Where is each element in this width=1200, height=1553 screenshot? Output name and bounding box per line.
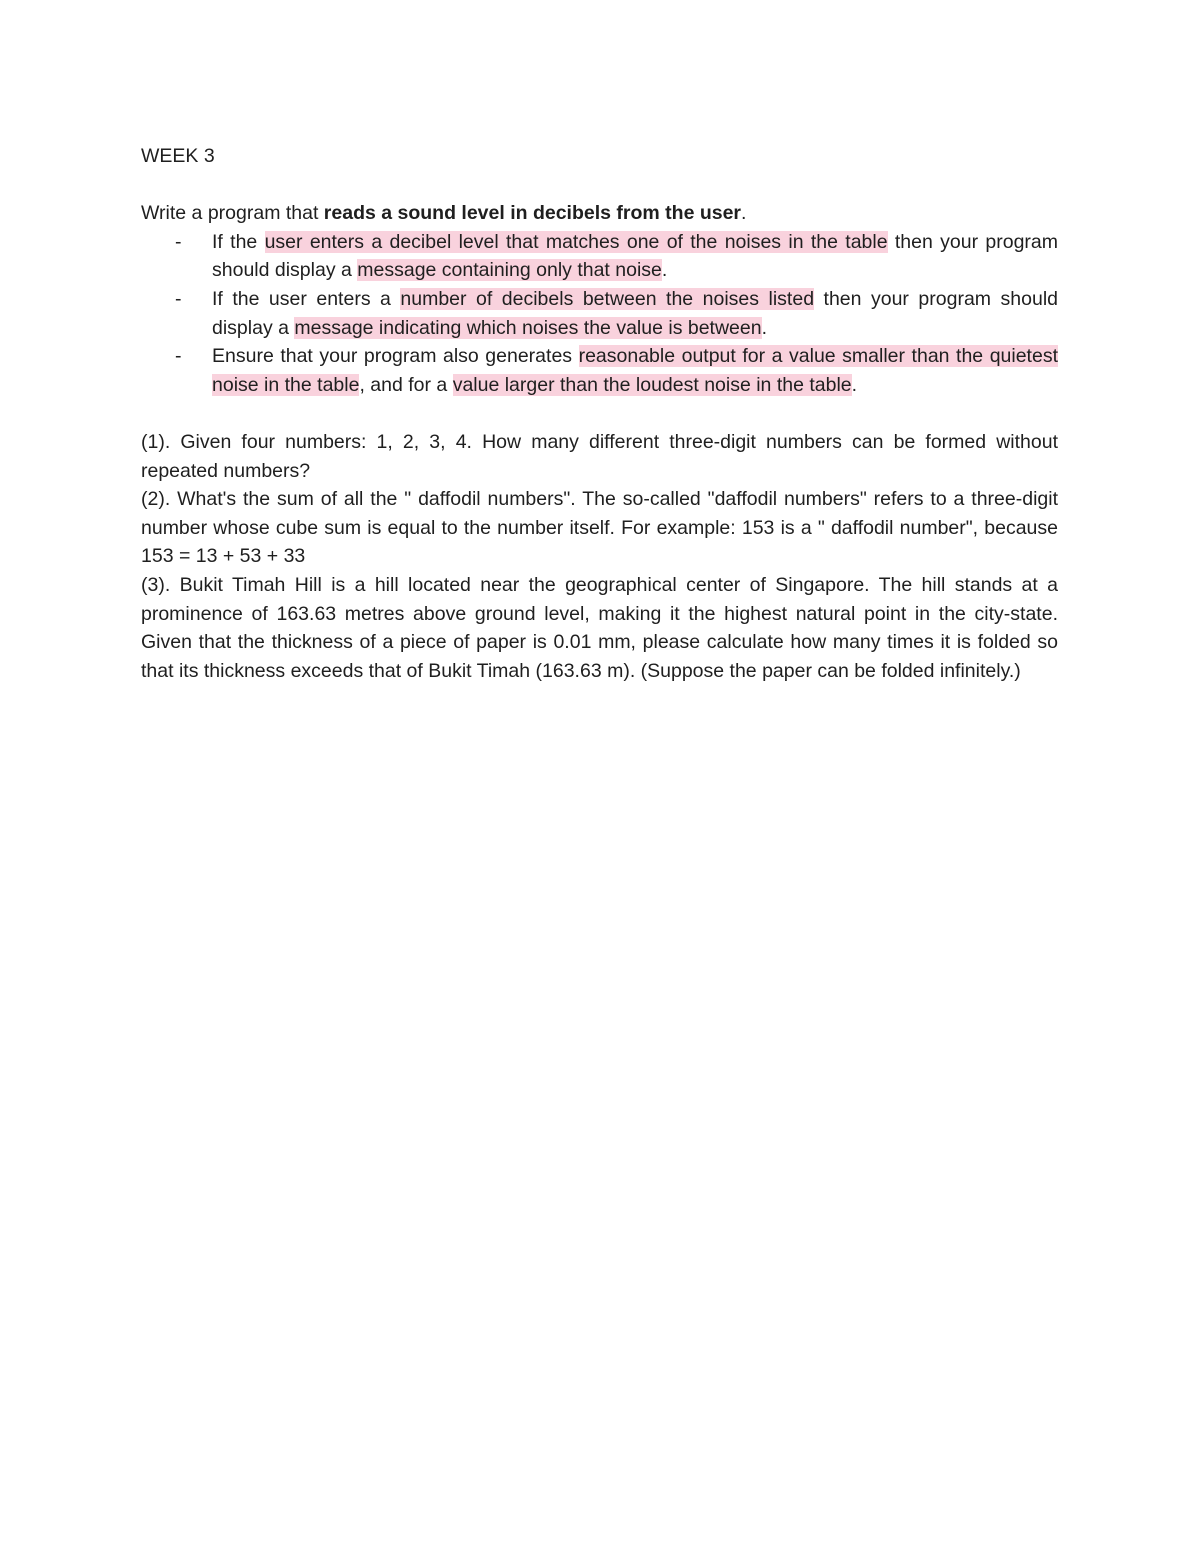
requirement-text: . xyxy=(851,373,858,396)
requirement-item xyxy=(175,228,1058,285)
question-3: (3). Bukit Timah Hill is a hill located near the geographical center of Singapore. The hill stands at a prominence of 163.63 metres above ground level, making it the highest natural point in the city-state. Given that the thickness of a piece of paper is 0.01 mm, please calculate how many times it is folded so that its thickness exceeds that of Bukit Timah (163.63 m). (Suppose the paper can be folded infinitely.) xyxy=(141,573,1058,682)
intro-suffix: . xyxy=(741,202,747,225)
requirement-text: Ensure that your program also generates xyxy=(212,345,579,368)
requirements-list xyxy=(141,228,1058,400)
highlighted-text: number of decibels between the noises listed xyxy=(400,287,815,310)
highlighted-text: message indicating which noises the value is between xyxy=(294,316,762,339)
dash-bullet: - xyxy=(175,287,182,310)
question-2: (2). What's the sum of all the " daffodil numbers". The so-called "daffodil numbers" refers to a three-digit number whose cube sum is equal to the number itself. For example: 153 is a " daffodil number", because 153 = 13 + 53 + 33 xyxy=(141,488,1058,568)
intro-prefix: Write a program that xyxy=(141,202,324,225)
question-1: (1). Given four numbers: 1, 2, 3, 4. How many different three-digit numbers can be formed without repeated numbers? xyxy=(141,430,1058,482)
page-title: WEEK 3 xyxy=(141,145,215,167)
intro-bold: reads a sound level in decibels from the user xyxy=(323,202,742,225)
requirement-text: If the user enters a xyxy=(212,287,401,310)
intro-paragraph xyxy=(141,199,1058,228)
requirement-text: , and for a xyxy=(359,373,453,396)
dash-bullet: - xyxy=(175,345,182,368)
document-page xyxy=(141,142,1058,685)
requirement-item xyxy=(175,342,1058,399)
requirement-text: then your program should display a xyxy=(212,287,1058,339)
dash-bullet: - xyxy=(175,230,182,253)
requirement-text: . xyxy=(661,259,668,282)
highlighted-text: user enters a decibel level that matches one of the noises in the table xyxy=(264,230,888,253)
highlighted-text: reasonable output for a value smaller than the quietest noise in the table xyxy=(212,345,1058,396)
highlighted-text: value larger than the loudest noise in the table xyxy=(452,373,852,396)
highlighted-text: message containing only that noise xyxy=(357,259,662,282)
questions-section xyxy=(141,428,1058,685)
requirement-text: . xyxy=(761,316,768,339)
requirement-text: If the xyxy=(212,230,265,253)
requirement-item xyxy=(175,285,1058,342)
requirement-text: then your program should display a xyxy=(212,230,1058,282)
